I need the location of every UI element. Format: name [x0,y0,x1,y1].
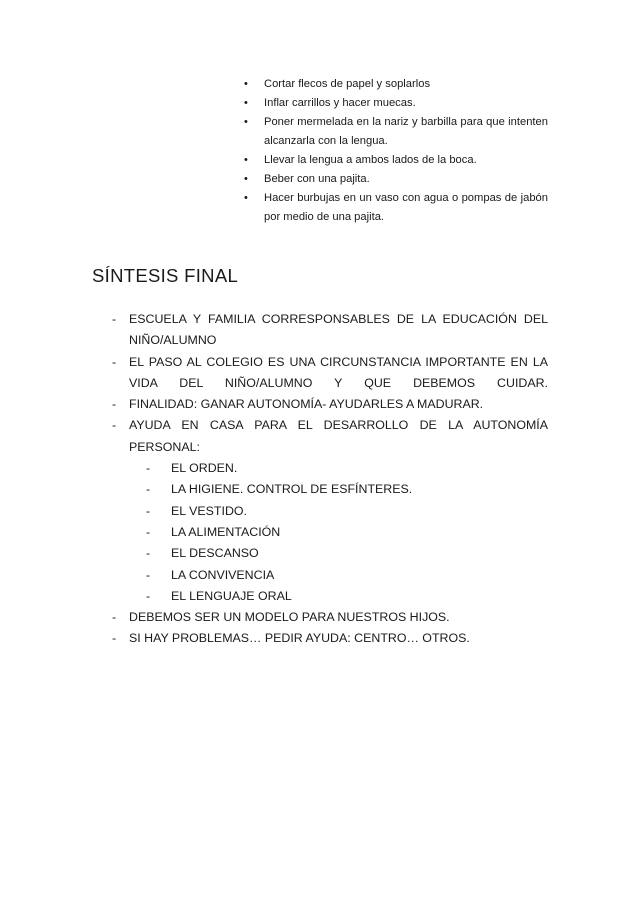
sub-item: - LA HIGIENE. CONTROL DE ESFÍNTERES. [129,479,548,500]
bullet-icon: • [244,116,248,128]
bullet-icon: • [244,192,248,204]
dash-marker: - [146,461,151,476]
list-item: • Poner mermelada en la nariz y barbilla para que intenten alcanzarla con la lengua. [244,113,548,151]
dash-marker: - [146,482,151,497]
dash-marker: - [146,503,151,518]
bullet-icon: • [244,154,248,166]
bullet-icon: • [244,97,248,109]
dash-marker: - [112,397,117,412]
summary-item: - EL PASO AL COLEGIO ES UNA CIRCUNSTANCIA IMPORTANTE EN LA VIDA DEL NIÑO/ALUMNO Y QUE DEBEMOS CUIDAR. [112,352,548,416]
summary-item: - SI HAY PROBLEMAS… PEDIR AYUDA: CENTRO… OTROS. [112,628,548,649]
sub-item: - EL DESCANSO [129,543,548,564]
dash-marker: - [146,546,151,561]
list-item: • Llevar la lengua a ambos lados de la boca. [244,151,548,170]
dash-marker: - [112,418,117,433]
sub-item: - LA CONVIVENCIA [129,565,548,586]
dash-marker: - [112,354,117,369]
dash-marker: - [146,524,151,539]
sub-item: - LA ALIMENTACIÓN [129,522,548,543]
sub-item: - EL VESTIDO. [129,501,548,522]
dash-marker: - [146,567,151,582]
list-item: • Cortar flecos de papel y soplarlos [244,75,548,94]
summary-item: - ESCUELA Y FAMILIA CORRESPONSABLES DE LA EDUCACIÓN DEL NIÑO/ALUMNO [112,309,548,373]
list-item: • Beber con una pajita. [244,170,548,189]
summary-list [112,309,548,650]
section-title: SÍNTESIS FINAL [92,265,239,286]
summary-item: - DEBEMOS SER UN MODELO PARA NUESTROS HIJOS. [112,607,548,628]
bullet-icon: • [244,78,248,90]
list-item: • Inflar carrillos y hacer muecas. [244,94,548,113]
dash-marker: - [112,631,117,646]
sub-item: - EL ORDEN. [129,458,548,479]
exercise-bullet-list [244,75,548,227]
dash-marker: - [146,588,151,603]
dash-marker: - [112,610,117,625]
bullet-icon: • [244,173,248,185]
summary-item: - FINALIDAD: GANAR AUTONOMÍA- AYUDARLES A MADURAR. [112,394,548,415]
dash-marker: - [112,312,117,326]
list-item: • Hacer burbujas en un vaso con agua o pompas de jabón por medio de una pajita. [244,189,548,227]
sub-item: - EL LENGUAJE ORAL [129,586,548,607]
autonomy-sublist [129,458,548,607]
summary-item: - AYUDA EN CASA PARA EL DESARROLLO DE LA AUTONOMÍA PERSONAL: - EL ORDEN. - LA HIGIENE. CONTROL DE ESFÍNTERES. - EL VESTIDO. - LA ALIMENTACIÓN - EL DESCANSO - LA CONVIVENCIA - EL LENGUAJE ORAL [112,415,548,607]
